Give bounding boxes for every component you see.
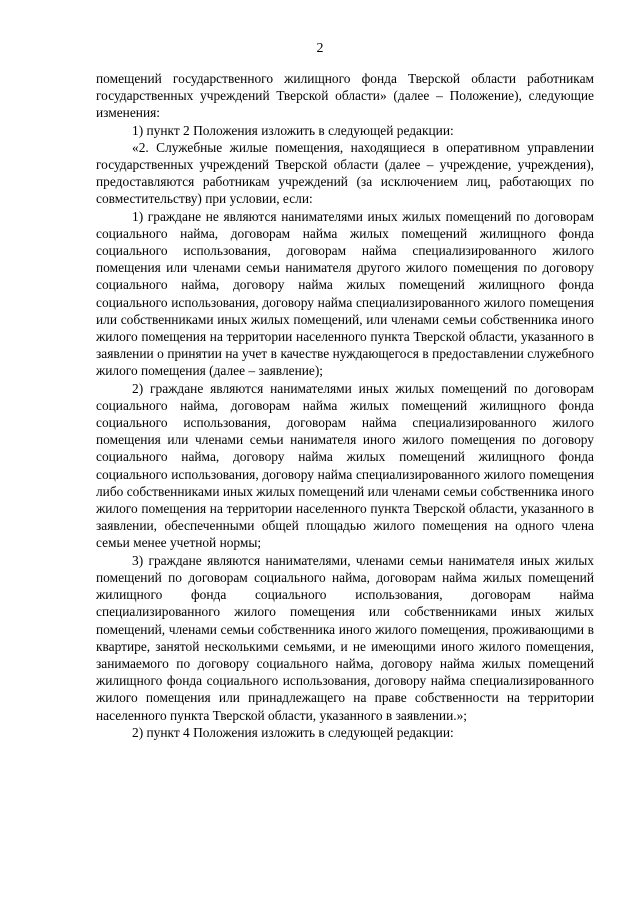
paragraph-amendment-2: 2) пункт 4 Положения изложить в следующей редакции: bbox=[132, 724, 454, 740]
paragraph-clause-2: «2. Служебные жилые помещения, находящиеся в оперативном управлении государственных учреждений Тверской области (далее – учреждение, учреждения), предоставляются работникам учреждений (за исключением лиц, работающих по совместительству) при условии, если: bbox=[96, 139, 594, 207]
paragraph-condition-2: 2) граждане являются нанимателями иных жилых помещений по договорам социального найма, договорам найма жилых помещений жилищного фонда социального использования, договорам найма специализированного жилого помещения или членами семьи нанимателя иного жилого помещения по договору социального найма, договору найма жилых помещений жилищного фонда социального использования, договору найма специализированного жилого помещения либо собственниками иных жилых помещений или членами семьи собственника иного жилого помещения на территории населенного пункта Тверской области, указанного в заявлении, обеспеченными общей площадью жилого помещения на одного члена семьи менее учетной нормы; bbox=[96, 380, 594, 551]
page-number: 2 bbox=[316, 41, 324, 56]
paragraph-condition-3: 3) граждане являются нанимателями, членами семьи нанимателя иных жилых помещений по договорам социального найма, договорам найма жилых помещений жилищного фонда социального использования, договорам найма специализированного жилого помещения или собственниками иных жилых помещений, членами семьи собственника иного жилого помещения, проживающими в квартире, занятой несколькими семьями, и не имеющими иного жилого помещения, занимаемого по договору социального найма, договору найма жилых помещений жилищного фонда социального использования, договору найма специализированного жилого помещения или принадлежащего на праве собственности на территории населенного пункта Тверской области, указанного в заявлении.»; bbox=[96, 552, 594, 723]
paragraph-intro: помещений государственного жилищного фонда Тверской области работникам государственных учреждений Тверской области» (далее – Положение), следующие изменения: bbox=[96, 71, 594, 121]
paragraph-amendment-1: 1) пункт 2 Положения изложить в следующей редакции: bbox=[132, 122, 454, 138]
document-body bbox=[96, 70, 594, 741]
paragraph-condition-1: 1) граждане не являются нанимателями иных жилых помещений по договорам социального найма, договорам найма жилых помещений жилищного фонда социального использования, договорам найма специализированного жилого помещения или членами семьи нанимателя другого жилого помещения по договору социального найма, договору найма жилых помещений жилищного фонда социального использования, договору найма специализированного жилого помещения или собственниками иных жилых помещений, или членами семьи собственника иного жилого помещения на территории населенного пункта Тверской области, указанного в заявлении о принятии на учет в качестве нуждающегося в предоставлении служебного жилого помещения (далее – заявление); bbox=[96, 208, 594, 379]
